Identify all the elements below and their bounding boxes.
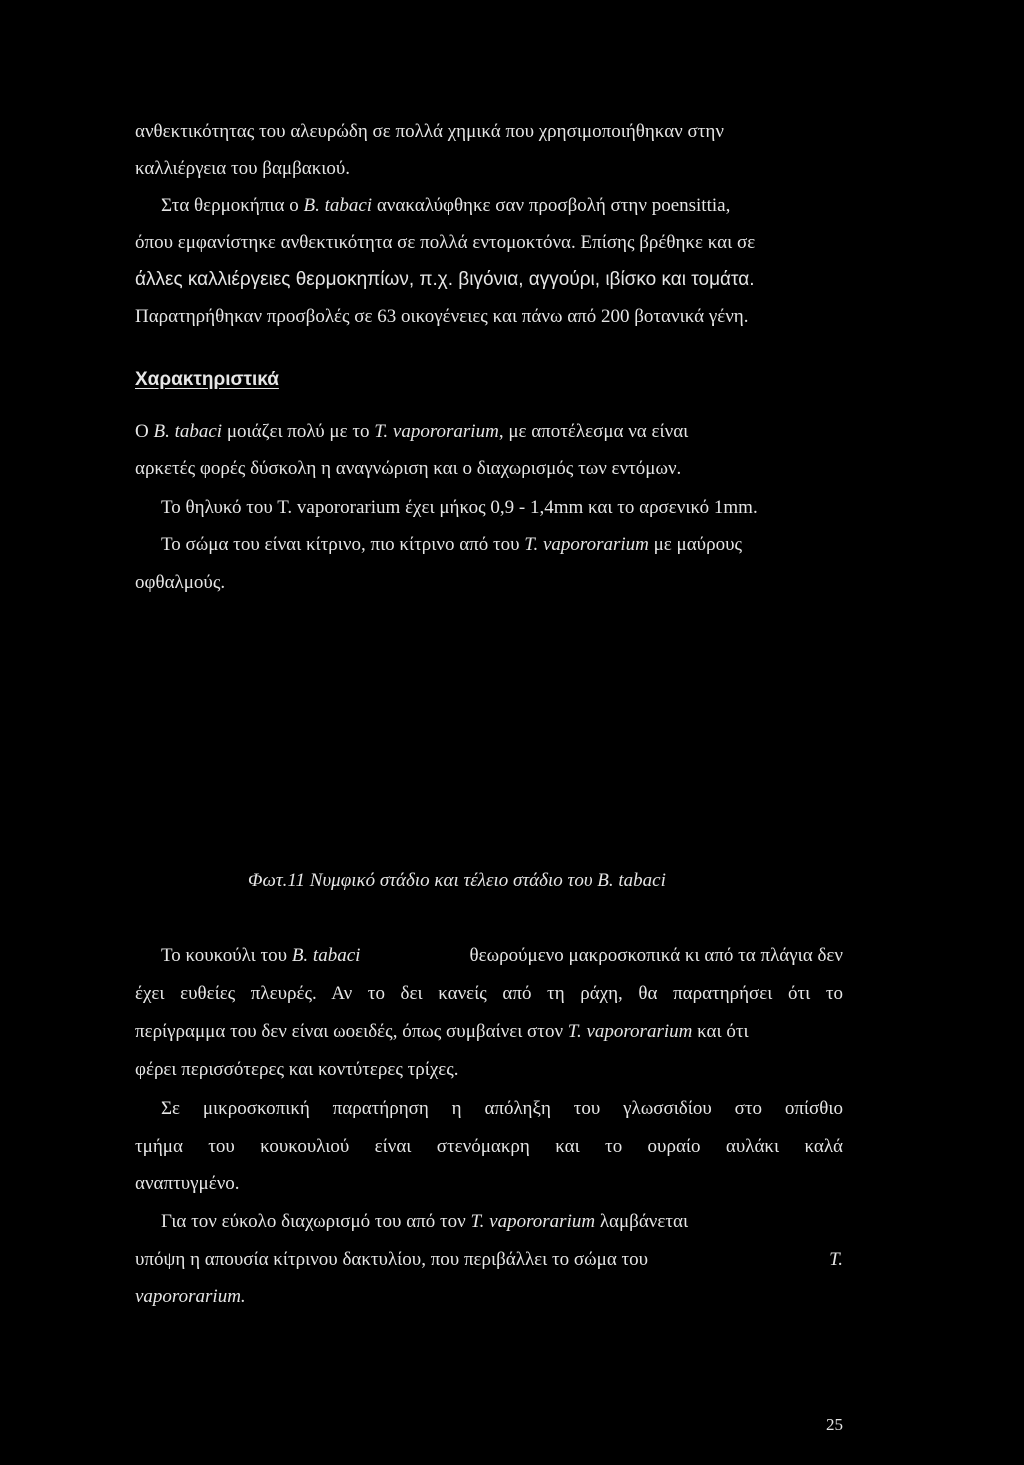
- paragraph-3-line-3: Το θηλυκό του Τ. vapororarium έχει μήκος 0,9 - 1,4mm και το αρσενικό 1mm.: [161, 497, 758, 518]
- text-run: Στα θερμοκήπια ο: [161, 195, 304, 216]
- paragraph-2-line-1: [161, 194, 730, 218]
- paragraph-3-line-1: [135, 420, 688, 444]
- species-name: T. vapororarium: [470, 1211, 596, 1232]
- species-name: T. vapororarium: [524, 534, 649, 555]
- paragraph-4-line-2: έχει ευθείες πλευρές. Αν το δει κανείς από τη ράχη, θα παρατηρήσει ότι το: [135, 983, 843, 1004]
- text-run: Το σώμα του είναι κίτρινο, πιο κίτρινο από του: [161, 534, 525, 555]
- species-name: T. vapororarium: [374, 421, 499, 442]
- text-run: ανακαλύφθηκε σαν προσβολή στην poensittia,: [372, 195, 731, 216]
- text-run: Ο: [135, 421, 154, 442]
- paragraph-2-line-4: Παρατηρήθηκαν προσβολές σε 63 οικογένειες και πάνω από 200 βοτανικά γένη.: [135, 306, 749, 327]
- species-name: T.: [829, 1249, 843, 1270]
- species-name: B. tabaci: [303, 195, 373, 216]
- paragraph-6-line-3: [135, 1285, 246, 1309]
- paragraph-2-line-3: άλλες καλλιέργειες θερμοκηπίων, π.χ. βιγόνια, αγγούρι, ιβίσκο και τομάτα.: [135, 269, 755, 290]
- paragraph-5-line-2: τμήμα του κουκουλιού είναι στενόμακρη και το ουραίο αυλάκι καλά: [135, 1136, 843, 1157]
- species-name: B. tabaci: [153, 421, 223, 442]
- paragraph-1-line-1: ανθεκτικότητας του αλευρώδη σε πολλά χημικά που χρησιμοποιήθηκαν στην: [135, 121, 724, 142]
- section-heading: Χαρακτηριστικά: [135, 369, 279, 390]
- paragraph-4-line-4: φέρει περισσότερες και κοντύτερες τρίχες.: [135, 1059, 459, 1080]
- text-run: θεωρούμενο μακροσκοπικά κι από τα πλάγια δεν: [464, 945, 843, 966]
- paragraph-3-line-2: αρκετές φορές δύσκολη η αναγνώριση και ο διαχωρισμός των εντόμων.: [135, 458, 682, 479]
- photo-caption: Φωτ.11 Νυμφικό στάδιο και τέλειο στάδιο του B. tabaci: [248, 870, 666, 891]
- text-run: Το κουκούλι του: [161, 945, 292, 966]
- species-name: B. tabaci: [291, 945, 361, 966]
- text-run: Για τον εύκολο διαχωρισμό του από τον: [161, 1211, 471, 1232]
- paragraph-1-line-2: καλλιέργεια του βαμβακιού.: [135, 158, 351, 179]
- paragraph-3-line-4: [161, 533, 742, 557]
- text-run: μοιάζει πολύ με το: [222, 421, 375, 442]
- page-number: 25: [826, 1415, 843, 1434]
- paragraph-6-line-2: [135, 1248, 843, 1272]
- text-run: με μαύρους: [648, 534, 743, 555]
- paragraph-5-line-1: Σε μικροσκοπική παρατήρηση η απόληξη του γλωσσιδίου στο οπίσθιο: [161, 1098, 843, 1119]
- paragraph-4-line-1: [161, 944, 843, 968]
- text-run: , με αποτέλεσμα να είναι: [498, 421, 689, 442]
- paragraph-6-line-1: [161, 1210, 688, 1234]
- text-run: λαμβάνεται: [595, 1211, 689, 1232]
- paragraph-4-line-3: [135, 1020, 749, 1044]
- text-run: περίγραμμα του δεν είναι ωοειδές, όπως συμβαίνει στον: [135, 1021, 568, 1042]
- paragraph-5-line-3: αναπτυγμένο.: [135, 1173, 240, 1194]
- paragraph-3-line-5: οφθαλμούς.: [135, 572, 226, 593]
- paragraph-2-line-2: όπου εμφανίστηκε ανθεκτικότητα σε πολλά εντομοκτόνα. Επίσης βρέθηκε και σε: [135, 232, 756, 253]
- species-name: T. vapororarium: [567, 1021, 693, 1042]
- species-name: vapororarium.: [135, 1286, 246, 1307]
- text-run: και ότι: [692, 1021, 749, 1042]
- text-run: υπόψη η απουσία κίτρινου δακτυλίου, που περιβάλλει το σώμα του: [135, 1249, 653, 1270]
